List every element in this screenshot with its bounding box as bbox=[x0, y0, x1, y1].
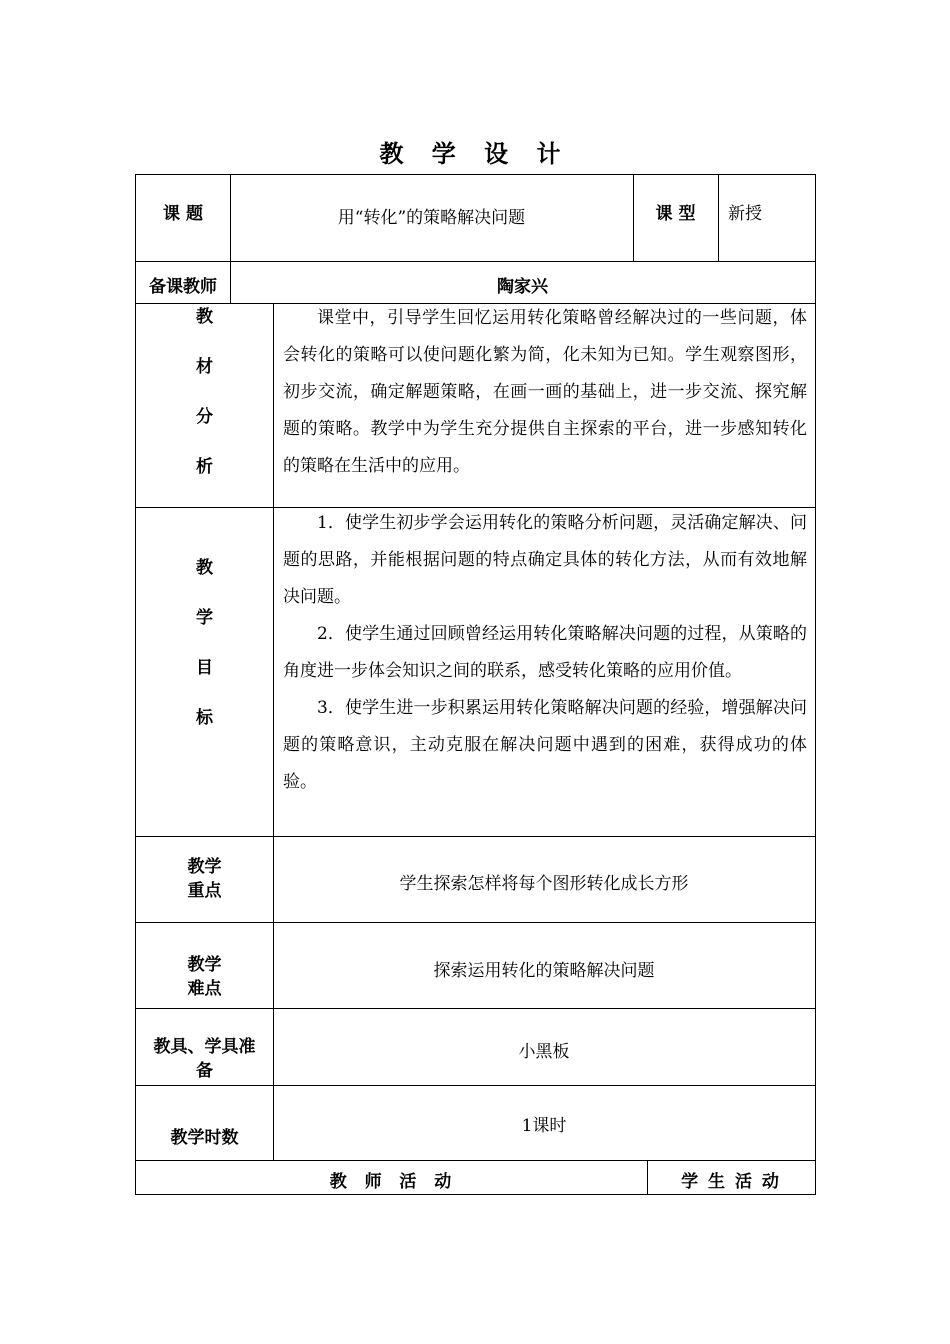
key-point-value: 学生探索怎样将每个图形转化成长方形 bbox=[399, 874, 689, 894]
goals-text bbox=[283, 505, 807, 801]
document-title: 教 学 设 计 bbox=[379, 139, 571, 168]
teacher-activity-header: 教 师 活 动 bbox=[329, 1172, 454, 1192]
teacher-label: 备课教师 bbox=[149, 277, 217, 297]
teacher-name: 陶家兴 bbox=[497, 277, 548, 297]
tools-label: 教具、学具准 备 bbox=[153, 1037, 256, 1081]
hours-label: 教学时数 bbox=[170, 1128, 239, 1148]
key-point-label: 教学 重点 bbox=[187, 857, 222, 901]
tools-value: 小黑板 bbox=[518, 1042, 570, 1062]
difficulty-label: 教学 难点 bbox=[187, 955, 222, 999]
topic-value: 用“转化”的策略解决问题 bbox=[337, 208, 526, 228]
hours-value: 1课时 bbox=[521, 1116, 567, 1136]
student-activity-header: 学 生 活 动 bbox=[681, 1172, 781, 1192]
topic-label: 课 题 bbox=[163, 204, 203, 224]
goals-label: 教 学 目 标 bbox=[196, 558, 213, 728]
lesson-type-label: 课 型 bbox=[655, 204, 696, 224]
goal-item: 1．使学生初步学会运用转化的策略分析问题，灵活确定解决、问题的思路，并能根据问题的特点确定具体的转化方法，从而有效地解决问题。 bbox=[283, 513, 807, 607]
analysis-label: 教 材 分 析 bbox=[196, 307, 213, 477]
lesson-plan-table bbox=[135, 174, 816, 1195]
goal-item: 3．使学生进一步积累运用转化策略解决问题的经验，增强解决问题的策略意识，主动克服在解决问题中遇到的困难，获得成功的体验。 bbox=[283, 698, 807, 792]
goal-item: 2．使学生通过回顾曾经运用转化策略解决问题的过程，从策略的角度进一步体会知识之间的联系，感受转化策略的应用价值。 bbox=[283, 624, 807, 681]
difficulty-value: 探索运用转化的策略解决问题 bbox=[433, 961, 655, 981]
analysis-text: 课堂中，引导学生回忆运用转化策略曾经解决过的一些问题，体会转化的策略可以使问题化繁为简，化未知为已知。学生观察图形，初步交流，确定解题策略，在画一画的基础上，进一步交流、探究解题的策略。教学中为学生充分提供自主探索的平台，进一步感知转化的策略在生活中的应用。 bbox=[283, 308, 807, 476]
lesson-type-value: 新授 bbox=[728, 204, 762, 224]
